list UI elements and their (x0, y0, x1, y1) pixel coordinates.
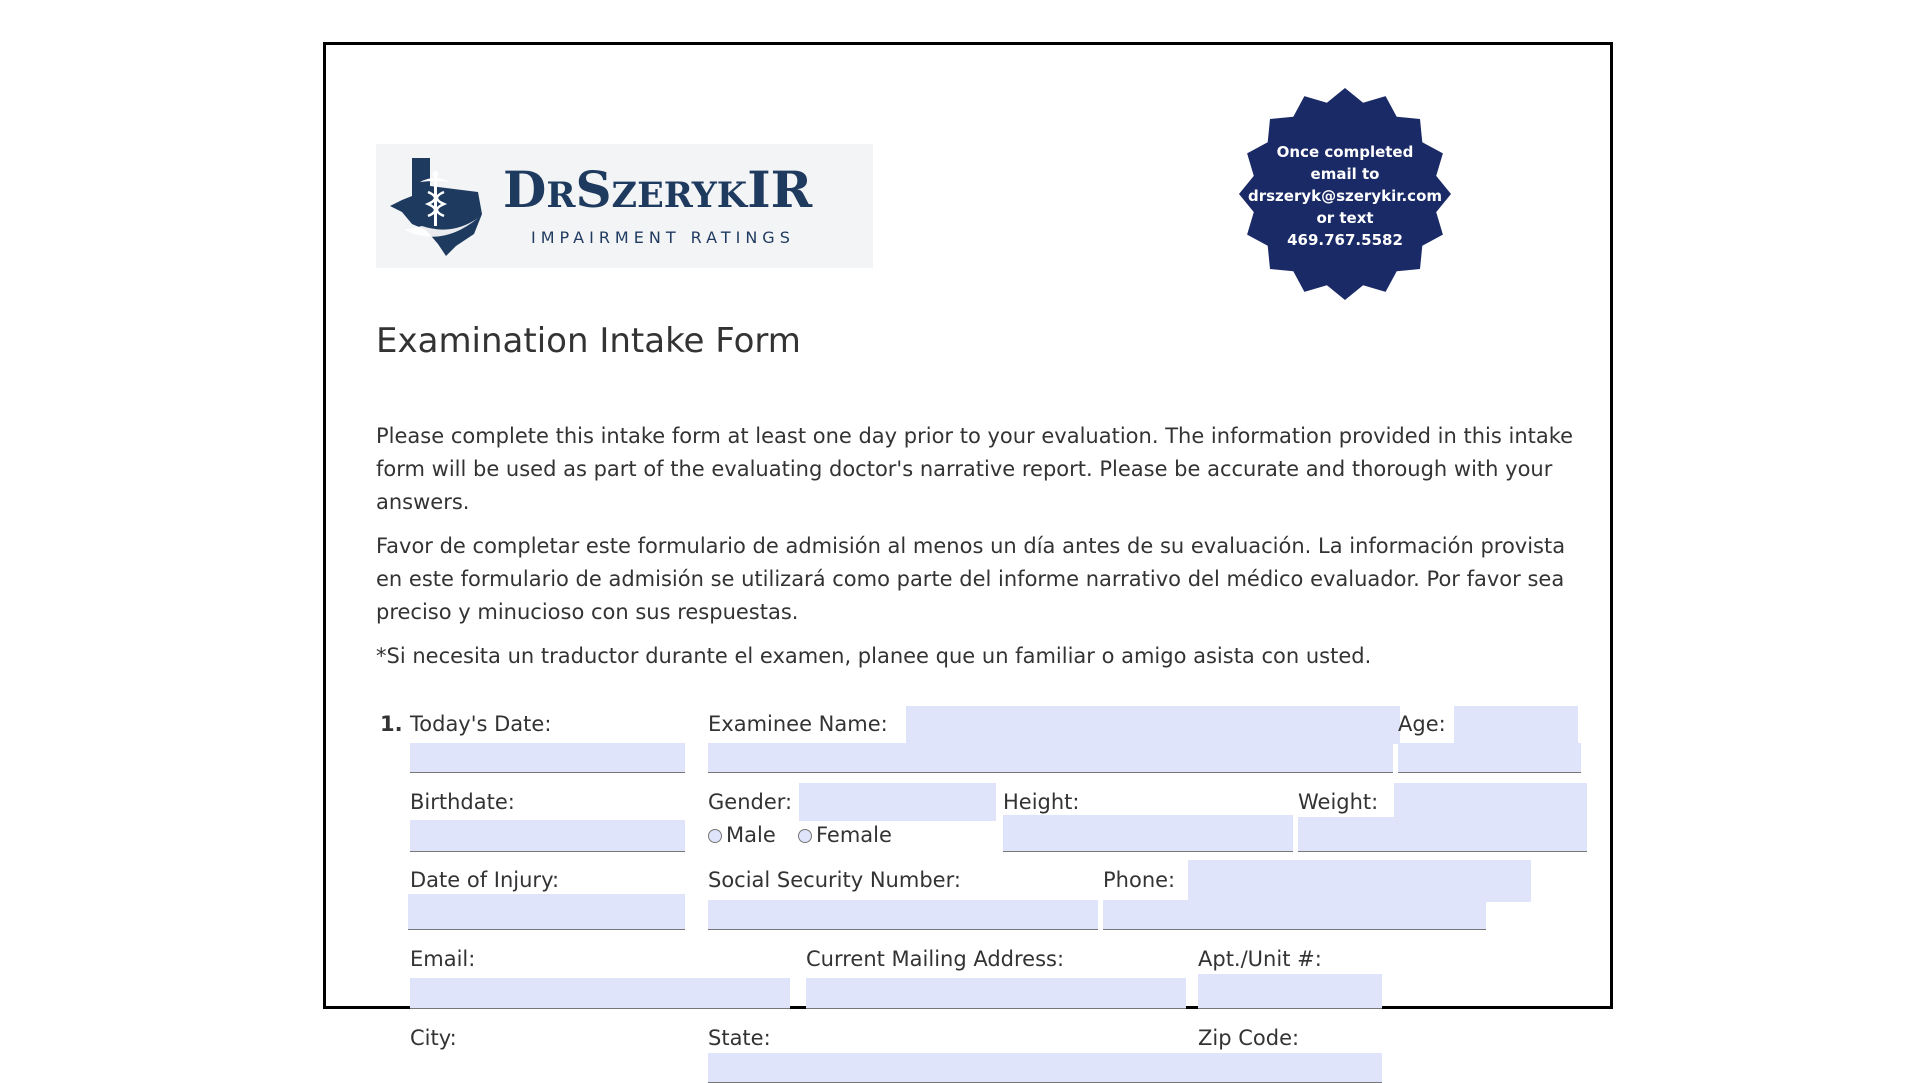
weight-label: Weight: (1298, 790, 1379, 814)
section-number: 1. (380, 712, 403, 736)
mailing-address-label: Current Mailing Address: (806, 947, 1065, 971)
logo-title: DrSzerykIR (503, 160, 813, 219)
gender-male-option[interactable] (708, 823, 776, 847)
mailing-address-field[interactable] (806, 978, 1186, 1009)
contact-badge (1236, 85, 1454, 303)
height-label: Height: (1003, 790, 1080, 814)
male-radio[interactable] (708, 829, 722, 843)
female-radio[interactable] (798, 829, 812, 843)
intro-spanish: Favor de completar este formulario de admisión al menos un día antes de su evaluación. La información provista en este formulario de admisión se utilizará como parte del informe narrativo del médico evaluador. Por favor sea preciso y minucioso con sus respuestas. (376, 534, 1566, 624)
intake-form-page (326, 45, 1610, 1050)
age-label: Age: (1398, 712, 1446, 736)
ssn-field[interactable] (708, 900, 1098, 930)
texas-caduceus-icon (382, 152, 492, 260)
birthdate-label: Birthdate: (410, 790, 515, 814)
translator-note: *Si necesita un traductor durante el examen, planee que un familiar o amigo asista con usted. (376, 644, 1372, 668)
date-of-injury-field[interactable] (408, 894, 685, 930)
height-field[interactable] (1003, 815, 1293, 852)
city-label: City: (410, 1026, 457, 1050)
badge-line: email to (1310, 165, 1380, 183)
phone-label: Phone: (1103, 868, 1176, 892)
date-of-injury-label: Date of Injury: (410, 868, 560, 892)
age-field-top[interactable] (1454, 706, 1578, 744)
examinee-name-field[interactable] (708, 743, 1393, 773)
zip-field[interactable] (1198, 1053, 1382, 1083)
badge-email: drszeryk@szerykir.com (1247, 187, 1443, 205)
badge-phone: 469.767.5582 (1287, 231, 1403, 249)
todays-date-field[interactable] (410, 743, 685, 773)
phone-field[interactable] (1103, 900, 1486, 930)
document-frame (323, 42, 1613, 1050)
weight-field-top[interactable] (1394, 783, 1587, 819)
examinee-name-label: Examinee Name: (708, 712, 888, 736)
apt-unit-field[interactable] (1198, 974, 1382, 1009)
email-label: Email: (410, 947, 476, 971)
form-title: Examination Intake Form (376, 321, 801, 361)
todays-date-label: Today's Date: (410, 712, 552, 736)
state-label: State: (708, 1026, 771, 1050)
phone-field-top[interactable] (1188, 860, 1531, 902)
state-field[interactable] (708, 1053, 1198, 1083)
gender-label: Gender: (708, 790, 793, 814)
company-logo (376, 144, 873, 268)
gender-female-option[interactable] (798, 823, 892, 847)
apt-unit-label: Apt./Unit #: (1198, 947, 1322, 971)
age-field[interactable] (1398, 743, 1581, 773)
male-label: Male (726, 823, 776, 847)
examinee-name-field-top[interactable] (906, 706, 1400, 744)
badge-line: Once completed (1276, 143, 1414, 161)
gender-field[interactable] (799, 783, 996, 821)
birthdate-field[interactable] (410, 820, 685, 852)
female-label: Female (816, 823, 892, 847)
badge-text (1236, 141, 1454, 251)
intro-english: Please complete this intake form at least one day prior to your evaluation. The information provided in this intake form will be used as part of the evaluating doctor's narrative report. Please be accurate and thorough with your answers. (376, 424, 1574, 514)
zip-label: Zip Code: (1198, 1026, 1300, 1050)
email-field[interactable] (410, 978, 790, 1009)
ssn-label: Social Security Number: (708, 868, 961, 892)
weight-field[interactable] (1298, 817, 1587, 852)
logo-subtitle: IMPAIRMENT RATINGS (531, 228, 795, 247)
badge-line: or text (1316, 209, 1374, 227)
